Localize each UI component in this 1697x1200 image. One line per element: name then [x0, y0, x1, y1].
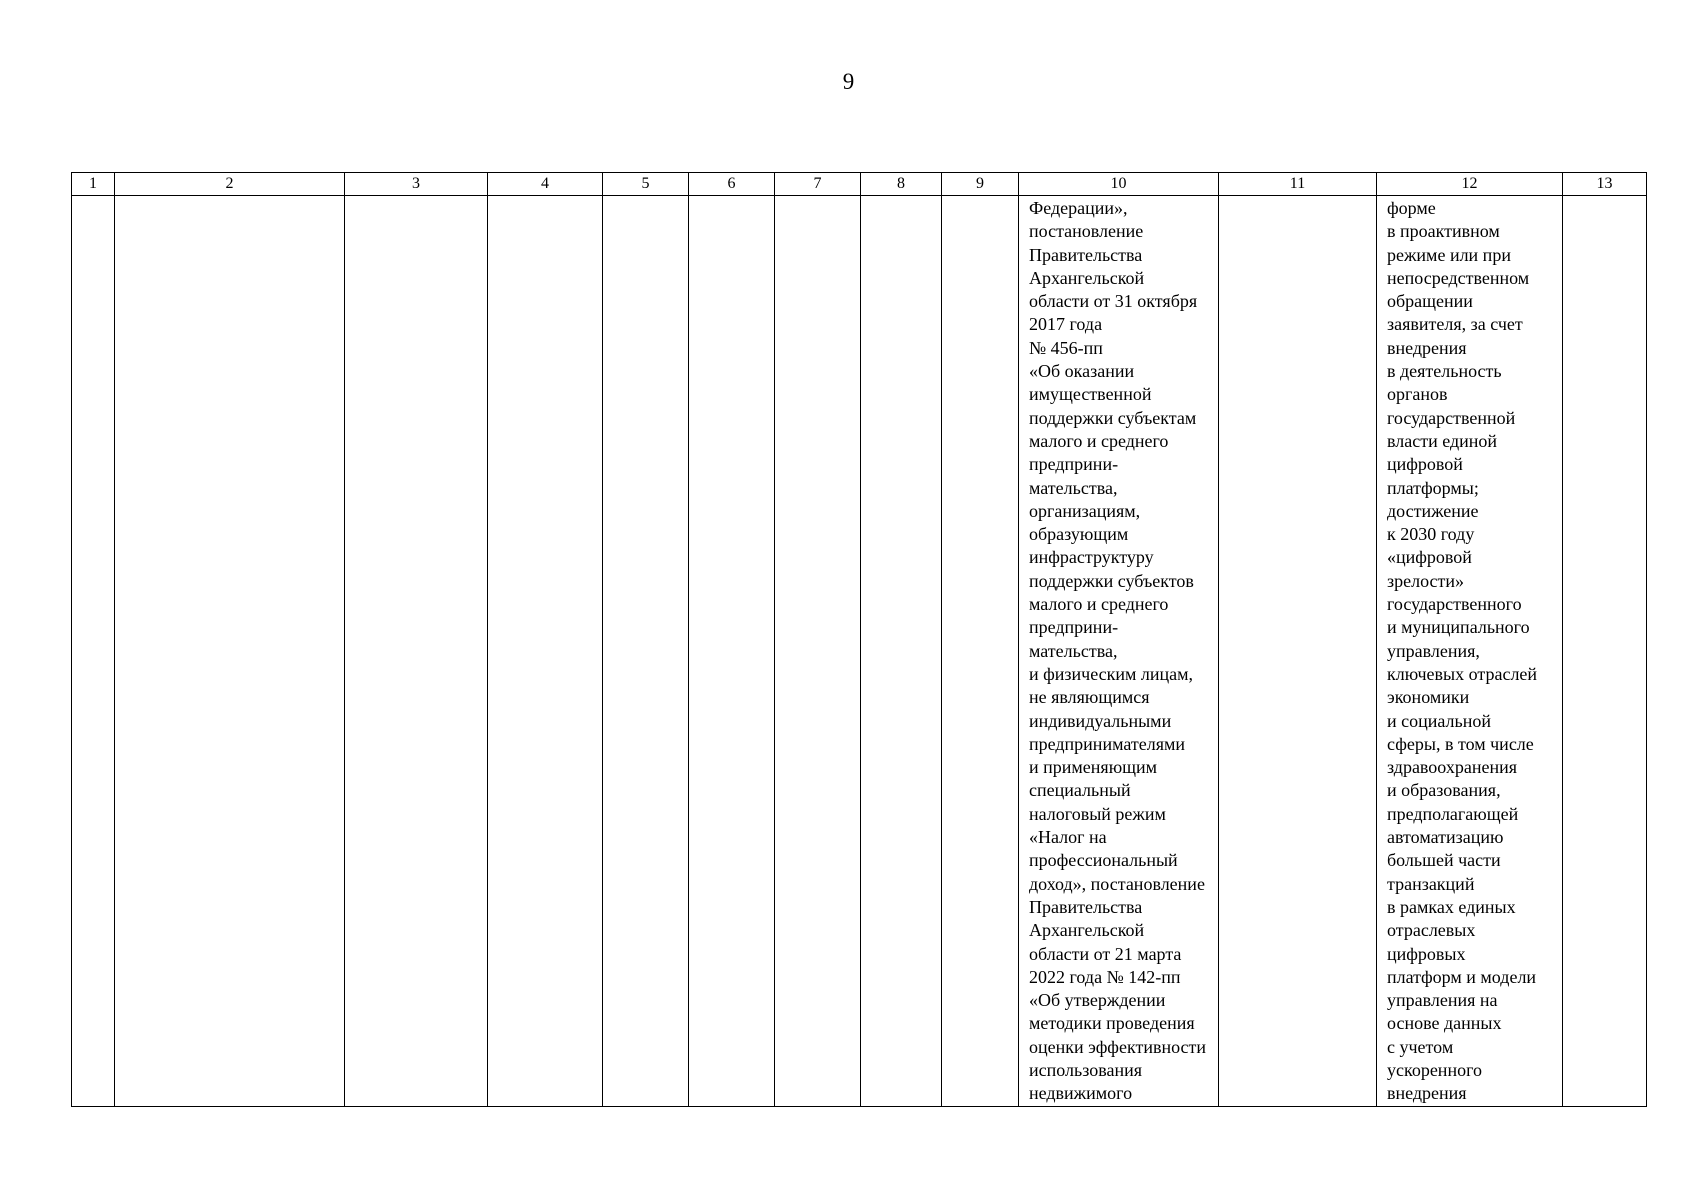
cell-col-6 — [689, 196, 775, 1107]
expected-results-text: форме в проактивном режиме или при непосредственном обращении заявителя, за счет внедрения в деятельность органов государственной власти единой цифровой платформы; достижение к 2030 году «цифровой зрелости» государственного и муниципального управления, ключевых отраслей экономики и социальной сферы, в том числе здравоохранения и образования, предполагающей автоматизацию большей части транзакций в рамках единых отраслевых цифровых платформ и модели управления на основе данных с учетом ускоренного внедрения — [1387, 198, 1538, 1104]
column-header-9: 9 — [942, 173, 1019, 196]
table-row — [72, 196, 1647, 1107]
cell-col-5 — [603, 196, 689, 1107]
column-header-7: 7 — [775, 173, 861, 196]
cell-col-13 — [1563, 196, 1647, 1107]
column-header-8: 8 — [861, 173, 942, 196]
cell-col-7 — [775, 196, 861, 1107]
header-row — [72, 173, 1647, 196]
cell-col-1 — [72, 196, 115, 1107]
column-header-5: 5 — [603, 173, 689, 196]
cell-col-12 — [1377, 196, 1563, 1107]
cell-col-10 — [1019, 196, 1219, 1107]
column-header-11: 11 — [1219, 173, 1377, 196]
cell-col-8 — [861, 196, 942, 1107]
cell-col-2 — [115, 196, 345, 1107]
column-header-4: 4 — [488, 173, 603, 196]
data-table — [71, 172, 1647, 1107]
cell-col-4 — [488, 196, 603, 1107]
column-header-2: 2 — [115, 173, 345, 196]
column-header-13: 13 — [1563, 173, 1647, 196]
legal-basis-text: Федерации», постановление Правительства Архангельской области от 31 октября 2017 года № 456-пп «Об оказании имущественной поддержки субъектам малого и среднего предприни- мательства, организациям, образующим инфраструктуру поддержки субъектов малого и среднего предприни- мательства, и физическим лицам, не являющимся индивидуальными предпринимателями и применяющим специальный налоговый режим «Налог на профессиональный доход», постановление Правительства Архангельской области от 21 марта 2022 года № 142-пп «Об утверждении методики проведения оценки эффективности использования недвижимого — [1029, 198, 1207, 1104]
column-header-1: 1 — [72, 173, 115, 196]
column-header-10: 10 — [1019, 173, 1219, 196]
column-header-12: 12 — [1377, 173, 1563, 196]
column-header-3: 3 — [345, 173, 488, 196]
cell-col-9 — [942, 196, 1019, 1107]
page-number: 9 — [842, 69, 855, 94]
column-header-6: 6 — [689, 173, 775, 196]
cell-col-11 — [1219, 196, 1377, 1107]
cell-col-3 — [345, 196, 488, 1107]
